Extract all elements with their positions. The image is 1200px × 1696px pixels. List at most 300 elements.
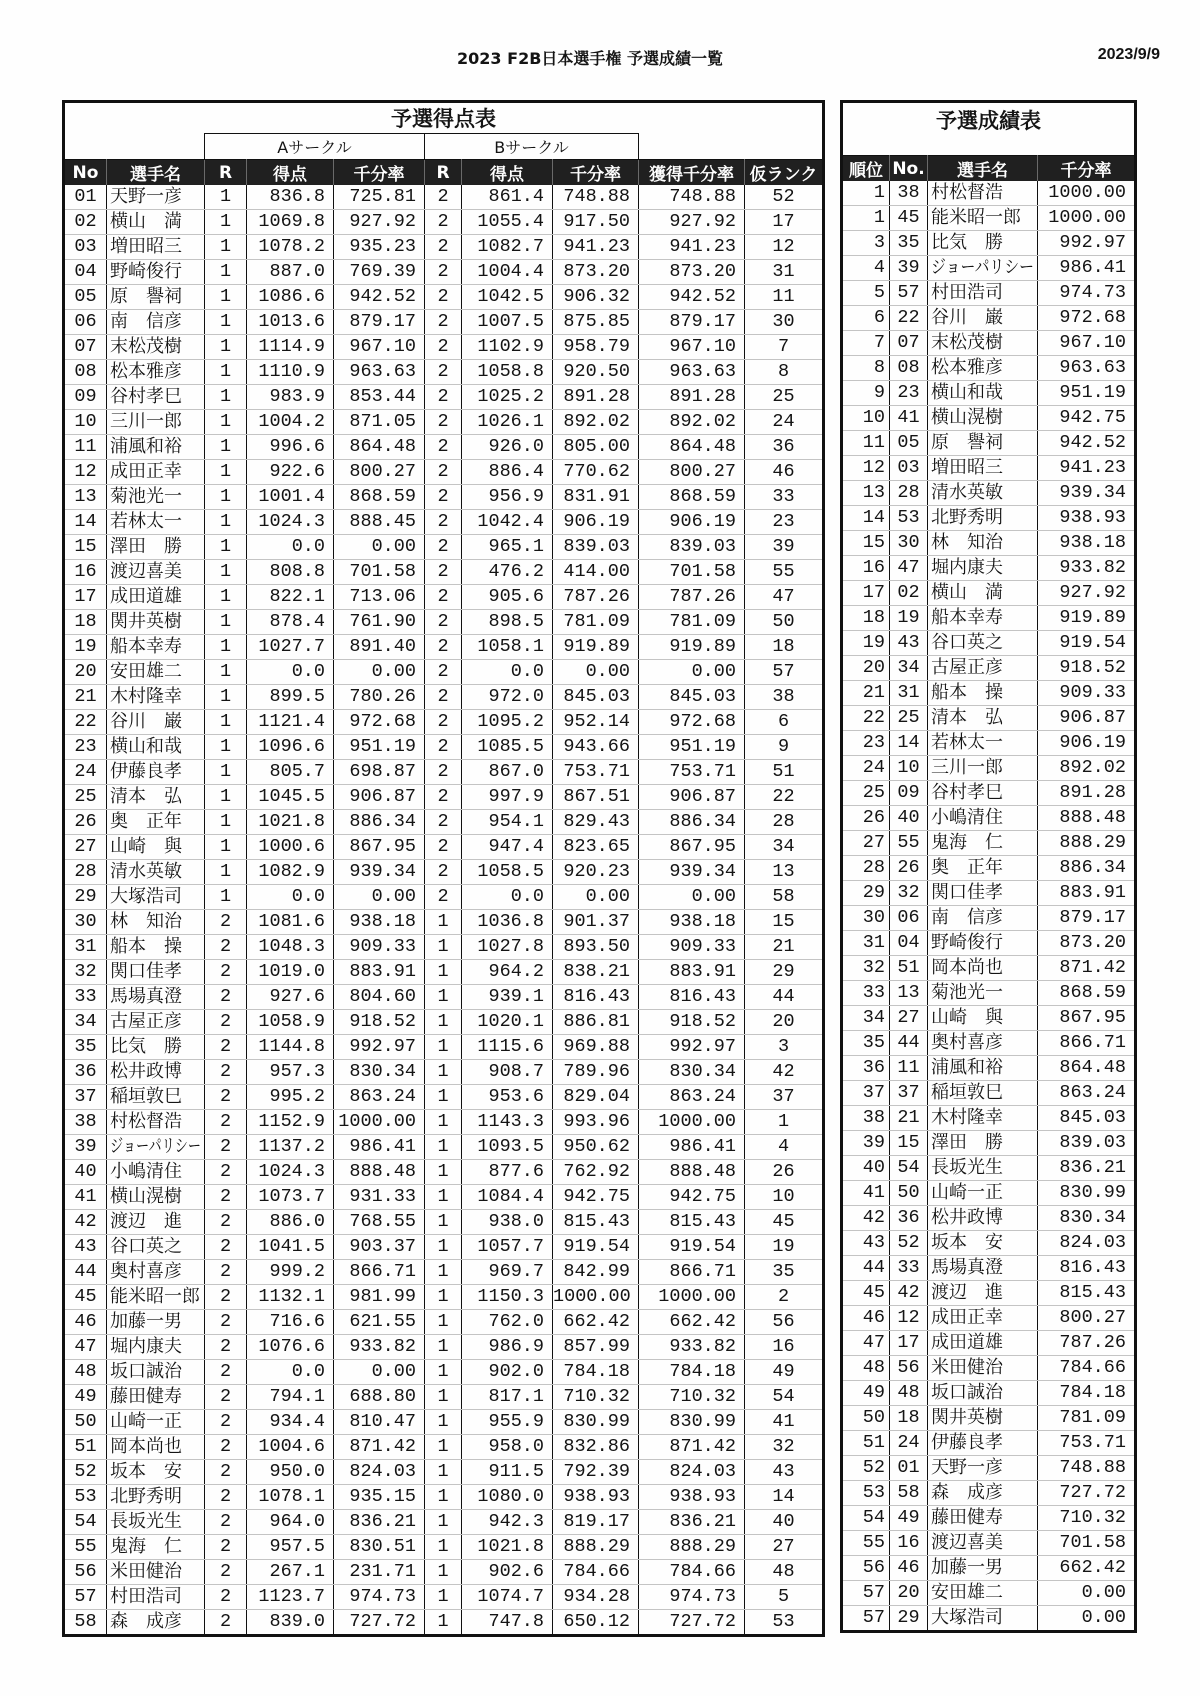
ranking-entry-no-cell: 08 (890, 356, 928, 381)
score-b-score-cell: 1026.1 (462, 410, 553, 435)
ranking-player-name-cell (928, 1606, 1038, 1632)
score-a-score-cell: 1152.9 (247, 1110, 334, 1135)
player-name-text: 奥 正年 (931, 857, 1003, 879)
score-a-permil-cell: 931.33 (334, 1185, 425, 1210)
player-name-text: 小嶋清住 (931, 807, 1003, 829)
ranking-player-name-cell (928, 1506, 1038, 1531)
ranking-entry-no-cell: 50 (890, 1181, 928, 1206)
score-b-round-cell: 1 (425, 1110, 462, 1135)
ranking-player-name-cell (928, 406, 1038, 431)
score-a-permil-cell: 836.21 (334, 1510, 425, 1535)
ranking-entry-no-cell: 13 (890, 981, 928, 1006)
score-best-permil-cell: 919.54 (639, 1235, 745, 1260)
score-provisional-rank-cell: 55 (745, 560, 824, 585)
ranking-rank-cell: 10 (842, 406, 890, 431)
score-a-permil-cell: 886.34 (334, 810, 425, 835)
score-provisional-rank-cell: 25 (745, 385, 824, 410)
ranking-player-name-cell (928, 681, 1038, 706)
ranking-entry-no-cell: 12 (890, 1306, 928, 1331)
ranking-rank-cell: 9 (842, 381, 890, 406)
ranking-permil-cell: 863.24 (1038, 1081, 1136, 1106)
player-name-text: 野崎俊行 (931, 932, 1003, 954)
score-a-permil-cell: 698.87 (334, 760, 425, 785)
score-b-round-cell: 2 (425, 210, 462, 235)
score-a-score-cell: 1019.0 (247, 960, 334, 985)
score-b-round-cell: 2 (425, 610, 462, 635)
score-b-round-cell: 1 (425, 935, 462, 960)
ranking-player-name-cell (928, 906, 1038, 931)
ranking-row (842, 1356, 1136, 1381)
player-name-text: 長坂光生 (110, 1511, 182, 1533)
player-name-text: 古屋正彦 (931, 657, 1003, 679)
ranking-rank-cell: 53 (842, 1481, 890, 1506)
score-b-permil-cell: 789.96 (553, 1060, 639, 1085)
score-b-round-cell: 2 (425, 285, 462, 310)
score-player-name-cell (107, 885, 205, 910)
score-player-name-cell (107, 510, 205, 535)
score-b-round-cell: 1 (425, 960, 462, 985)
ranking-entry-no-cell: 42 (890, 1281, 928, 1306)
score-no-cell: 11 (64, 435, 107, 460)
ranking-permil-cell: 787.26 (1038, 1331, 1136, 1356)
player-name-text: 大塚浩司 (931, 1607, 1003, 1629)
score-best-permil-cell: 701.58 (639, 560, 745, 585)
ranking-permil-cell: 906.87 (1038, 706, 1136, 731)
score-a-round-cell: 2 (205, 935, 247, 960)
score-b-score-cell: 1115.6 (462, 1035, 553, 1060)
score-a-round-cell: 2 (205, 1485, 247, 1510)
score-best-permil-cell: 863.24 (639, 1085, 745, 1110)
score-b-score-cell: 886.4 (462, 460, 553, 485)
score-table (62, 100, 825, 1637)
score-a-score-cell: 1086.6 (247, 285, 334, 310)
player-name-text: 清水英敏 (110, 861, 182, 883)
score-a-permil-cell: 866.71 (334, 1260, 425, 1285)
score-a-round-cell: 1 (205, 735, 247, 760)
score-provisional-rank-cell: 1 (745, 1110, 824, 1135)
score-b-score-cell: 1058.5 (462, 860, 553, 885)
player-name-text: 奥村喜彦 (931, 1032, 1003, 1054)
score-b-score-cell: 1143.3 (462, 1110, 553, 1135)
score-b-score-cell: 958.0 (462, 1435, 553, 1460)
ranking-entry-no-cell: 48 (890, 1381, 928, 1406)
ranking-row (842, 1206, 1136, 1231)
score-a-score-cell: 950.0 (247, 1460, 334, 1485)
score-b-score-cell: 0.0 (462, 885, 553, 910)
score-no-cell: 57 (64, 1585, 107, 1610)
ranking-rank-cell: 1 (842, 206, 890, 231)
score-row (64, 1360, 824, 1385)
score-a-permil-cell: 727.72 (334, 1610, 425, 1636)
score-a-permil-cell: 725.81 (334, 185, 425, 210)
score-row (64, 1160, 824, 1185)
score-b-round-cell: 1 (425, 1510, 462, 1535)
score-player-name-cell (107, 710, 205, 735)
score-b-score-cell: 1082.7 (462, 235, 553, 260)
score-a-permil-cell: 621.55 (334, 1310, 425, 1335)
ranking-permil-cell: 927.92 (1038, 581, 1136, 606)
score-row (64, 210, 824, 235)
ranking-rank-cell: 49 (842, 1381, 890, 1406)
score-row (64, 1610, 824, 1636)
ranking-rank-cell: 55 (842, 1531, 890, 1556)
ranking-rank-cell: 32 (842, 956, 890, 981)
score-b-permil-cell: 0.00 (553, 660, 639, 685)
ranking-row (842, 431, 1136, 456)
ranking-player-name-cell (928, 281, 1038, 306)
score-player-name-cell (107, 385, 205, 410)
ranking-entry-no-cell: 10 (890, 756, 928, 781)
player-name-text: 関口佳孝 (110, 961, 182, 983)
score-best-permil-cell: 845.03 (639, 685, 745, 710)
score-provisional-rank-cell: 7 (745, 335, 824, 360)
score-best-permil-cell: 868.59 (639, 485, 745, 510)
score-provisional-rank-cell: 43 (745, 1460, 824, 1485)
ranking-entry-no-cell: 28 (890, 481, 928, 506)
score-a-permil-cell: 938.18 (334, 910, 425, 935)
score-provisional-rank-cell: 19 (745, 1235, 824, 1260)
score-best-permil-cell: 941.23 (639, 235, 745, 260)
ranking-row (842, 306, 1136, 331)
score-provisional-rank-cell: 51 (745, 760, 824, 785)
score-player-name-cell (107, 585, 205, 610)
score-a-round-cell: 2 (205, 1035, 247, 1060)
ranking-entry-no-cell: 58 (890, 1481, 928, 1506)
ranking-player-name-cell (928, 1331, 1038, 1356)
ranking-row (842, 1256, 1136, 1281)
player-name-text: 清水英敏 (931, 482, 1003, 504)
player-name-text: 澤田 勝 (931, 1132, 1003, 1154)
score-provisional-rank-cell: 54 (745, 1385, 824, 1410)
score-player-name-cell (107, 460, 205, 485)
score-a-round-cell: 2 (205, 1285, 247, 1310)
score-best-permil-cell: 0.00 (639, 660, 745, 685)
ranking-row (842, 931, 1136, 956)
score-b-round-cell: 1 (425, 1560, 462, 1585)
score-provisional-rank-cell: 52 (745, 185, 824, 210)
score-best-permil-cell: 871.42 (639, 1435, 745, 1460)
ranking-permil-cell: 815.43 (1038, 1281, 1136, 1306)
score-a-permil-cell: 864.48 (334, 435, 425, 460)
ranking-rank-cell: 15 (842, 531, 890, 556)
ranking-entry-no-cell: 03 (890, 456, 928, 481)
score-provisional-rank-cell: 12 (745, 235, 824, 260)
player-name-text: 船本 操 (931, 682, 1003, 704)
score-b-permil-cell: 942.75 (553, 1185, 639, 1210)
score-row (64, 1260, 824, 1285)
score-a-round-cell: 2 (205, 1610, 247, 1636)
player-name-text: 米田健治 (110, 1561, 182, 1583)
score-player-name-cell (107, 435, 205, 460)
score-best-permil-cell: 927.92 (639, 210, 745, 235)
score-provisional-rank-cell: 17 (745, 210, 824, 235)
ranking-player-name-cell (928, 1181, 1038, 1206)
score-row (64, 560, 824, 585)
score-b-score-cell: 997.9 (462, 785, 553, 810)
score-row (64, 1285, 824, 1310)
score-a-permil-cell: 918.52 (334, 1010, 425, 1035)
player-name-text: 古屋正彦 (110, 1011, 182, 1033)
ranking-rank-cell: 35 (842, 1031, 890, 1056)
player-name-text: 山崎一正 (110, 1411, 182, 1433)
ranking-permil-cell: 986.41 (1038, 256, 1136, 281)
score-no-cell: 10 (64, 410, 107, 435)
score-a-score-cell: 1078.1 (247, 1485, 334, 1510)
score-no-cell: 08 (64, 360, 107, 385)
score-b-permil-cell: 823.65 (553, 835, 639, 860)
score-row (64, 510, 824, 535)
ranking-row (842, 756, 1136, 781)
score-b-score-cell: 954.1 (462, 810, 553, 835)
ranking-permil-cell: 938.18 (1038, 531, 1136, 556)
score-best-permil-cell: 942.52 (639, 285, 745, 310)
ranking-row (842, 1031, 1136, 1056)
player-name-text: 山崎 與 (931, 1007, 1003, 1029)
player-name-text: 坂本 安 (110, 1461, 182, 1483)
score-best-permil-cell: 748.88 (639, 185, 745, 210)
score-best-permil-cell: 710.32 (639, 1385, 745, 1410)
ranking-player-name-cell (928, 956, 1038, 981)
score-a-round-cell: 1 (205, 460, 247, 485)
player-name-text: 奥 正年 (110, 811, 182, 833)
score-player-name-cell (107, 560, 205, 585)
score-b-permil-cell: 906.19 (553, 510, 639, 535)
score-row (64, 960, 824, 985)
player-name-text: 横山 満 (931, 582, 1003, 604)
score-b-score-cell: 1150.3 (462, 1285, 553, 1310)
score-no-cell: 22 (64, 710, 107, 735)
score-a-score-cell: 1021.8 (247, 810, 334, 835)
ranking-player-name-cell (928, 1081, 1038, 1106)
ranking-entry-no-cell: 16 (890, 1531, 928, 1556)
ranking-rank-cell: 43 (842, 1231, 890, 1256)
player-name-text: 村松督浩 (931, 182, 1003, 204)
score-best-permil-cell: 662.42 (639, 1310, 745, 1335)
score-best-permil-cell: 787.26 (639, 585, 745, 610)
score-column-header-row (64, 160, 824, 186)
player-name-text: 森 成彦 (110, 1611, 182, 1633)
score-player-name-cell (107, 360, 205, 385)
score-best-permil-cell: 866.71 (639, 1260, 745, 1285)
score-best-permil-cell: 830.99 (639, 1410, 745, 1435)
score-best-permil-cell: 727.72 (639, 1610, 745, 1636)
player-name-text: 木村隆幸 (931, 1107, 1003, 1129)
score-no-cell: 40 (64, 1160, 107, 1185)
score-provisional-rank-cell: 26 (745, 1160, 824, 1185)
score-best-permil-cell: 867.95 (639, 835, 745, 860)
score-b-score-cell: 817.1 (462, 1385, 553, 1410)
score-no-cell: 29 (64, 885, 107, 910)
score-b-permil-cell: 886.81 (553, 1010, 639, 1035)
score-a-permil-cell: 769.39 (334, 260, 425, 285)
ranking-row (842, 781, 1136, 806)
score-provisional-rank-cell: 28 (745, 810, 824, 835)
score-a-score-cell: 1082.9 (247, 860, 334, 885)
ranking-rank-cell: 57 (842, 1606, 890, 1632)
score-player-name-cell (107, 1435, 205, 1460)
score-b-round-cell: 1 (425, 1285, 462, 1310)
player-name-text: 成田道雄 (110, 586, 182, 608)
score-b-round-cell: 2 (425, 310, 462, 335)
score-b-score-cell: 1042.5 (462, 285, 553, 310)
score-best-permil-cell: 972.68 (639, 710, 745, 735)
score-row (64, 285, 824, 310)
score-best-permil-cell: 888.48 (639, 1160, 745, 1185)
score-player-name-cell (107, 1160, 205, 1185)
score-player-name-cell (107, 1060, 205, 1085)
score-a-score-cell: 794.1 (247, 1385, 334, 1410)
score-no-cell: 26 (64, 810, 107, 835)
player-name-text: 加藤一男 (110, 1311, 182, 1333)
ranking-permil-cell: 727.72 (1038, 1481, 1136, 1506)
ranking-row (842, 731, 1136, 756)
ranking-entry-no-cell: 51 (890, 956, 928, 981)
score-a-round-cell: 1 (205, 335, 247, 360)
score-b-score-cell: 1004.4 (462, 260, 553, 285)
score-row (64, 185, 824, 210)
score-b-permil-cell: 781.09 (553, 610, 639, 635)
score-row (64, 1185, 824, 1210)
ranking-entry-no-cell: 24 (890, 1431, 928, 1456)
player-name-text: 増田昭三 (110, 236, 182, 258)
ranking-player-name-cell (928, 531, 1038, 556)
score-a-score-cell: 1024.3 (247, 1160, 334, 1185)
score-a-round-cell: 1 (205, 610, 247, 635)
score-a-score-cell: 716.6 (247, 1310, 334, 1335)
ranking-entry-no-cell: 04 (890, 931, 928, 956)
score-row (64, 760, 824, 785)
ranking-entry-no-cell: 22 (890, 306, 928, 331)
score-a-round-cell: 2 (205, 1335, 247, 1360)
ranking-rank-cell: 50 (842, 1406, 890, 1431)
score-b-permil-cell: 943.66 (553, 735, 639, 760)
player-name-text: 関口佳孝 (931, 882, 1003, 904)
ranking-rank-cell: 27 (842, 831, 890, 856)
ranking-permil-cell: 909.33 (1038, 681, 1136, 706)
score-b-permil-cell: 867.51 (553, 785, 639, 810)
score-provisional-rank-cell: 16 (745, 1335, 824, 1360)
player-name-text: 長坂光生 (931, 1157, 1003, 1179)
score-b-round-cell: 1 (425, 1010, 462, 1035)
player-name-text: 大塚浩司 (110, 886, 182, 908)
ranking-row (842, 1581, 1136, 1606)
score-row (64, 535, 824, 560)
player-name-text: 伊藤良孝 (931, 1432, 1003, 1454)
score-a-score-cell: 1027.7 (247, 635, 334, 660)
score-row (64, 1335, 824, 1360)
ranking-player-name-cell (928, 331, 1038, 356)
player-name-text: 末松茂樹 (931, 332, 1003, 354)
score-a-permil-cell: 701.58 (334, 560, 425, 585)
score-player-name-cell (107, 235, 205, 260)
ranking-permil-cell: 967.10 (1038, 331, 1136, 356)
ranking-player-name-cell (928, 806, 1038, 831)
player-name-text: 安田雄二 (110, 661, 182, 683)
score-b-score-cell: 1057.7 (462, 1235, 553, 1260)
score-best-permil-cell: 784.66 (639, 1560, 745, 1585)
score-a-round-cell: 1 (205, 560, 247, 585)
score-b-score-cell: 905.6 (462, 585, 553, 610)
score-b-permil-cell: 906.32 (553, 285, 639, 310)
score-a-round-cell: 2 (205, 1535, 247, 1560)
player-name-text: 原 譽祠 (110, 286, 182, 308)
score-best-permil-cell: 888.29 (639, 1535, 745, 1560)
score-provisional-rank-cell: 3 (745, 1035, 824, 1060)
ranking-permil-cell: 941.23 (1038, 456, 1136, 481)
score-b-permil-cell: 857.99 (553, 1335, 639, 1360)
score-a-round-cell: 1 (205, 410, 247, 435)
score-a-round-cell: 1 (205, 785, 247, 810)
score-no-cell: 03 (64, 235, 107, 260)
score-a-round-cell: 2 (205, 1185, 247, 1210)
score-b-permil-cell: 888.29 (553, 1535, 639, 1560)
ranking-player-name-cell (928, 756, 1038, 781)
score-a-permil-cell: 800.27 (334, 460, 425, 485)
score-provisional-rank-cell: 6 (745, 710, 824, 735)
score-player-name-cell (107, 1085, 205, 1110)
score-best-permil-cell: 830.34 (639, 1060, 745, 1085)
ranking-rank-cell: 16 (842, 556, 890, 581)
score-b-score-cell: 902.6 (462, 1560, 553, 1585)
score-b-score-cell: 1020.1 (462, 1010, 553, 1035)
score-provisional-rank-cell: 22 (745, 785, 824, 810)
score-player-name-cell (107, 1035, 205, 1060)
score-row (64, 1560, 824, 1585)
score-provisional-rank-cell: 48 (745, 1560, 824, 1585)
score-row (64, 660, 824, 685)
score-row (64, 1510, 824, 1535)
score-no-cell: 41 (64, 1185, 107, 1210)
ranking-entry-no-cell: 19 (890, 606, 928, 631)
score-b-round-cell: 2 (425, 785, 462, 810)
score-best-permil-cell: 942.75 (639, 1185, 745, 1210)
ranking-permil-cell: 868.59 (1038, 981, 1136, 1006)
score-a-score-cell: 805.7 (247, 760, 334, 785)
ranking-entry-no-cell: 09 (890, 781, 928, 806)
score-provisional-rank-cell: 2 (745, 1285, 824, 1310)
score-player-name-cell (107, 1460, 205, 1485)
score-best-permil-cell: 992.97 (639, 1035, 745, 1060)
score-b-round-cell: 1 (425, 1210, 462, 1235)
score-no-cell: 37 (64, 1085, 107, 1110)
score-best-permil-cell: 873.20 (639, 260, 745, 285)
score-a-permil-cell: 967.10 (334, 335, 425, 360)
score-b-permil-cell: 938.93 (553, 1485, 639, 1510)
score-a-score-cell: 1004.2 (247, 410, 334, 435)
score-no-cell: 14 (64, 510, 107, 535)
score-b-round-cell: 2 (425, 560, 462, 585)
score-player-name-cell (107, 285, 205, 310)
score-b-permil-cell: 969.88 (553, 1035, 639, 1060)
ranking-permil-cell: 942.52 (1038, 431, 1136, 456)
score-player-name-cell (107, 635, 205, 660)
score-b-round-cell: 1 (425, 1185, 462, 1210)
score-a-round-cell: 1 (205, 760, 247, 785)
score-b-round-cell: 1 (425, 1135, 462, 1160)
score-provisional-rank-cell: 24 (745, 410, 824, 435)
score-b-score-cell: 986.9 (462, 1335, 553, 1360)
score-b-permil-cell: 952.14 (553, 710, 639, 735)
score-best-permil-cell: 891.28 (639, 385, 745, 410)
score-player-name-cell (107, 1285, 205, 1310)
score-no-cell: 21 (64, 685, 107, 710)
ranking-rank-cell: 38 (842, 1106, 890, 1131)
ranking-row (842, 1106, 1136, 1131)
player-name-text: 堀内康夫 (110, 1336, 182, 1358)
score-row (64, 860, 824, 885)
player-name-text: 北野秀明 (110, 1486, 182, 1508)
ranking-permil-cell: 879.17 (1038, 906, 1136, 931)
